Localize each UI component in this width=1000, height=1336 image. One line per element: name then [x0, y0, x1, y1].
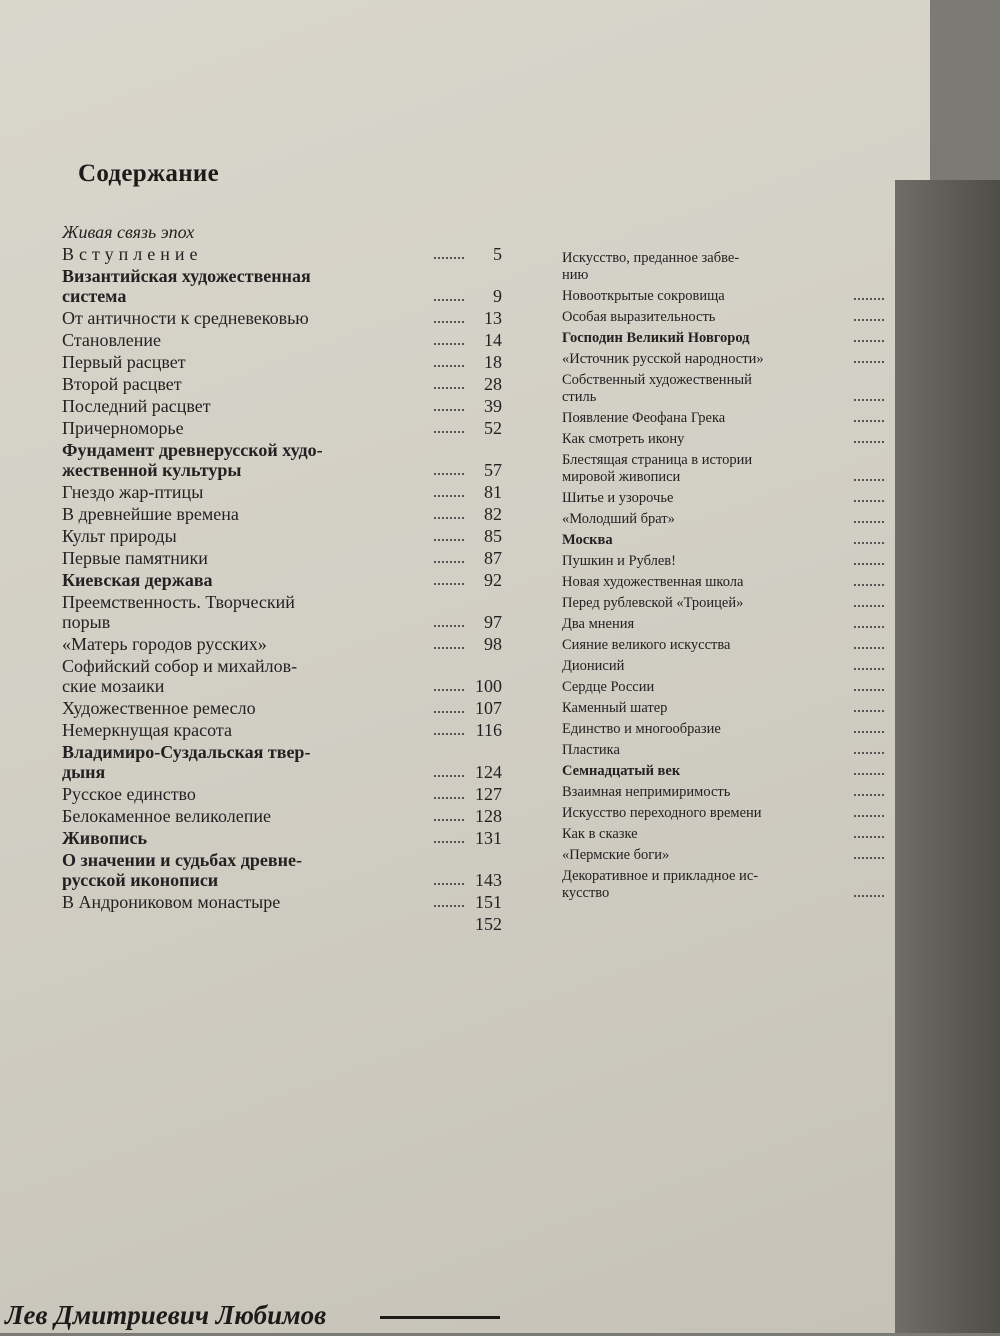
toc-entry-title: Два мнения	[562, 616, 635, 632]
toc-entry-title: Единство и многообразие	[562, 721, 721, 737]
leader-dots	[854, 605, 884, 607]
toc-entry	[562, 637, 922, 654]
toc-entry-title: Семнадцатый век	[562, 763, 681, 779]
leader-dots	[434, 841, 464, 843]
toc-entry-page: 52	[484, 418, 502, 438]
leader-dots	[854, 710, 884, 712]
toc-entry-page: 9	[493, 286, 502, 306]
toc-entry-page: 82	[484, 504, 502, 524]
toc-entry-title: Фундамент древнерусской худо- жественной культуры	[62, 440, 323, 480]
leader-dots	[434, 321, 464, 323]
toc-entry	[62, 440, 502, 480]
toc-entry-page: 98	[484, 634, 502, 654]
toc-entry	[62, 892, 502, 912]
toc-column-right	[562, 250, 922, 927]
toc-entry-title: Владимиро-Суздальская твер- дыня	[62, 742, 311, 782]
leader-dots	[854, 689, 884, 691]
toc-entry-title: Перед рублевской «Троицей»	[562, 595, 744, 611]
toc-entry-title: Последний расцвет	[62, 396, 211, 416]
toc-entry-page: 13	[484, 308, 502, 328]
toc-entry-page: 87	[484, 548, 502, 568]
toc-entry	[562, 679, 922, 696]
toc-entry-page: 131	[475, 828, 502, 848]
toc-entry-page: 5	[493, 244, 502, 264]
toc-entry	[562, 372, 922, 406]
leader-dots	[434, 561, 464, 563]
leader-dots	[434, 819, 464, 821]
toc-entry	[562, 250, 922, 284]
toc-entry-title: Художественное ремесло	[62, 698, 256, 718]
toc-entry-page: 151	[475, 892, 502, 912]
leader-dots	[854, 420, 884, 422]
toc-entry-page: 85	[484, 526, 502, 546]
toc-entry-title: В древнейшие времена	[62, 504, 239, 524]
toc-entry	[62, 352, 502, 372]
toc-column-left	[62, 222, 502, 936]
toc-entry-title: Сердце России	[562, 679, 655, 695]
leader-dots	[434, 299, 464, 301]
toc-entry-title: Новооткрытые сокровища	[562, 288, 725, 304]
leader-dots	[854, 815, 884, 817]
toc-entry	[62, 720, 502, 740]
toc-entry	[62, 244, 502, 264]
leader-dots	[434, 343, 464, 345]
toc-entry	[62, 266, 502, 306]
toc-entry	[62, 330, 502, 350]
toc-entry	[62, 548, 502, 568]
toc-entry-page: 152	[475, 914, 502, 934]
toc-entry	[62, 308, 502, 328]
toc-entry	[62, 656, 502, 696]
toc-entry	[62, 396, 502, 416]
toc-entry-title: Искусство переходного времени	[562, 805, 762, 821]
toc-entry-page: 92	[484, 570, 502, 590]
toc-entry-title: Первые памятники	[62, 548, 208, 568]
toc-entry-title: Софийский собор и михайлов- ские мозаики	[62, 656, 298, 696]
toc-entry	[62, 828, 502, 848]
toc-entry-title: Живопись	[62, 828, 148, 848]
toc-entry-page: 107	[475, 698, 502, 718]
toc-entry	[562, 826, 922, 843]
toc-entry-page: 128	[475, 806, 502, 826]
toc-entry-title: Шитье и узорочье	[562, 490, 674, 506]
toc-entry-title: «Источник русской народности»	[562, 351, 764, 367]
leader-dots	[434, 625, 464, 627]
toc-entry-title: Москва	[562, 532, 613, 548]
toc-entry	[562, 288, 922, 305]
toc-entry-page: 39	[484, 396, 502, 416]
leader-dots	[434, 711, 464, 713]
toc-entry-page: 100	[475, 676, 502, 696]
toc-entry	[62, 698, 502, 718]
toc-entry	[562, 721, 922, 738]
toc-entry	[62, 914, 502, 934]
toc-entry	[562, 658, 922, 675]
toc-entry	[62, 592, 502, 632]
toc-entry-title: Немеркнущая красота	[62, 720, 232, 740]
leader-dots	[854, 399, 884, 401]
leader-dots	[434, 257, 464, 259]
toc-entry-title: Сияние великого искусства	[562, 637, 731, 653]
toc-entry-page: 97	[484, 612, 502, 632]
toc-entry	[562, 330, 922, 347]
toc-entry-title: О значении и судьбах древне- русской иконописи	[62, 850, 302, 890]
toc-entry	[562, 574, 922, 591]
toc-entry	[562, 410, 922, 427]
toc-entry-title: Белокаменное великолепие	[62, 806, 271, 826]
leader-dots	[434, 495, 464, 497]
toc-entry	[62, 742, 502, 782]
leader-dots	[434, 431, 464, 433]
toc-entry	[562, 351, 922, 368]
toc-entry	[62, 526, 502, 546]
toc-entry-title: Декоративное и прикладное ис- кусство	[562, 868, 759, 901]
toc-entry	[62, 806, 502, 826]
toc-entry-title: Живая связь эпох	[62, 222, 195, 242]
leader-dots	[434, 689, 464, 691]
leader-dots	[854, 647, 884, 649]
toc-entry-title: Блестящая страница в истории мировой живописи	[562, 452, 753, 485]
toc-entry-page: 81	[484, 482, 502, 502]
leader-dots	[434, 775, 464, 777]
leader-dots	[434, 647, 464, 649]
leader-dots	[854, 521, 884, 523]
leader-dots	[854, 319, 884, 321]
toc-entry-title: Киевская держава	[62, 570, 213, 590]
leader-dots	[434, 883, 464, 885]
toc-entry-title: Становление	[62, 330, 161, 350]
toc-entry-title: Византийская художественная система	[62, 266, 311, 306]
leader-dots	[854, 441, 884, 443]
toc-entry	[62, 850, 502, 890]
toc-entry	[62, 374, 502, 394]
toc-entry-title: Пушкин и Рублев!	[562, 553, 676, 569]
cut-off-title-line	[380, 1316, 500, 1336]
toc-entry-title: Особая выразительность	[562, 309, 716, 325]
toc-entry	[562, 742, 922, 759]
toc-entry	[562, 532, 922, 549]
toc-entry	[62, 504, 502, 524]
toc-entry-title: В Андрониковом монастыре	[62, 892, 281, 912]
toc-entry	[62, 634, 502, 654]
toc-entry-title: Пластика	[562, 742, 620, 758]
toc-entry	[62, 482, 502, 502]
leader-dots	[854, 836, 884, 838]
toc-entry	[562, 511, 922, 528]
leader-dots	[854, 340, 884, 342]
toc-entry-title: Дионисий	[562, 658, 625, 674]
author-name: Лев Дмитриевич Любимов	[5, 1300, 327, 1330]
toc-entry-title: «Пермские боги»	[562, 847, 670, 863]
leader-dots	[434, 905, 464, 907]
leader-dots	[854, 584, 884, 586]
leader-dots	[434, 387, 464, 389]
toc-entry	[562, 906, 922, 923]
leader-dots	[854, 298, 884, 300]
toc-entry-title: Причерноморье	[62, 418, 184, 438]
leader-dots	[854, 794, 884, 796]
toc-entry	[562, 452, 922, 486]
toc-entry	[562, 763, 922, 780]
toc-entry	[562, 868, 922, 902]
leader-dots	[854, 479, 884, 481]
leader-dots	[854, 857, 884, 859]
leader-dots	[434, 365, 464, 367]
toc-entry	[62, 418, 502, 438]
toc-entry-title: Русское единство	[62, 784, 196, 804]
leader-dots	[434, 733, 464, 735]
leader-dots	[854, 895, 884, 897]
leader-dots	[434, 797, 464, 799]
toc-entry-title: Вступление	[62, 244, 203, 264]
leader-dots	[854, 626, 884, 628]
toc-entry	[562, 700, 922, 717]
toc-entry-title: Господин Великий Новгород	[562, 330, 750, 346]
toc-entry	[562, 784, 922, 801]
toc-entry-page: 14	[484, 330, 502, 350]
toc-entry	[62, 222, 502, 242]
toc-entry-title: Взаимная непримиримость	[562, 784, 731, 800]
leader-dots	[854, 500, 884, 502]
toc-entry-page: 127	[475, 784, 502, 804]
leader-dots	[434, 409, 464, 411]
leader-dots	[854, 563, 884, 565]
leader-dots	[434, 473, 464, 475]
leader-dots	[854, 752, 884, 754]
toc-entry-title: Появление Феофана Грека	[562, 410, 726, 426]
toc-entry-title: Новая художественная школа	[562, 574, 744, 590]
toc-entry-title: Преемственность. Творческий порыв	[62, 592, 295, 632]
leader-dots	[854, 542, 884, 544]
toc-entry	[562, 847, 922, 864]
toc-entry	[562, 805, 922, 822]
toc-entry	[562, 431, 922, 448]
toc-entry	[562, 490, 922, 507]
book-edge	[895, 180, 1000, 1333]
toc-entry	[562, 595, 922, 612]
leader-dots	[434, 517, 464, 519]
toc-entry-page: 28	[484, 374, 502, 394]
toc-entry-title: Второй расцвет	[62, 374, 182, 394]
toc-entry-title: «Матерь городов русских»	[62, 634, 267, 654]
toc-entry-title: Культ природы	[62, 526, 177, 546]
leader-dots	[854, 668, 884, 670]
leader-dots	[434, 539, 464, 541]
page-title: Содержание	[78, 160, 220, 187]
toc-entry-title: Как в сказке	[562, 826, 638, 842]
toc-entry-title: Искусство, преданное забве- нию	[562, 250, 740, 283]
toc-entry	[562, 553, 922, 570]
toc-entry	[562, 616, 922, 633]
leader-dots	[854, 731, 884, 733]
toc-entry-page: 143	[475, 870, 502, 890]
leader-dots	[854, 361, 884, 363]
toc-entry-title: Как смотреть икону	[562, 431, 685, 447]
toc-entry-title: Гнездо жар-птицы	[62, 482, 204, 502]
toc-entry-title: Собственный художественный стиль	[562, 372, 752, 405]
toc-entry	[62, 570, 502, 590]
toc-entry-page: 116	[475, 720, 502, 740]
toc-entry-title: От античности к средневековью	[62, 308, 309, 328]
toc-entry-title: Первый расцвет	[62, 352, 186, 372]
leader-dots	[434, 583, 464, 585]
toc-entry-title: «Молодший брат»	[562, 511, 675, 527]
toc-entry-page: 57	[484, 460, 502, 480]
leader-dots	[854, 773, 884, 775]
toc-entry-title: Каменный шатер	[562, 700, 668, 716]
toc-entry	[62, 784, 502, 804]
toc-entry	[562, 309, 922, 326]
toc-entry-page: 124	[475, 762, 502, 782]
toc-entry-page: 18	[484, 352, 502, 372]
